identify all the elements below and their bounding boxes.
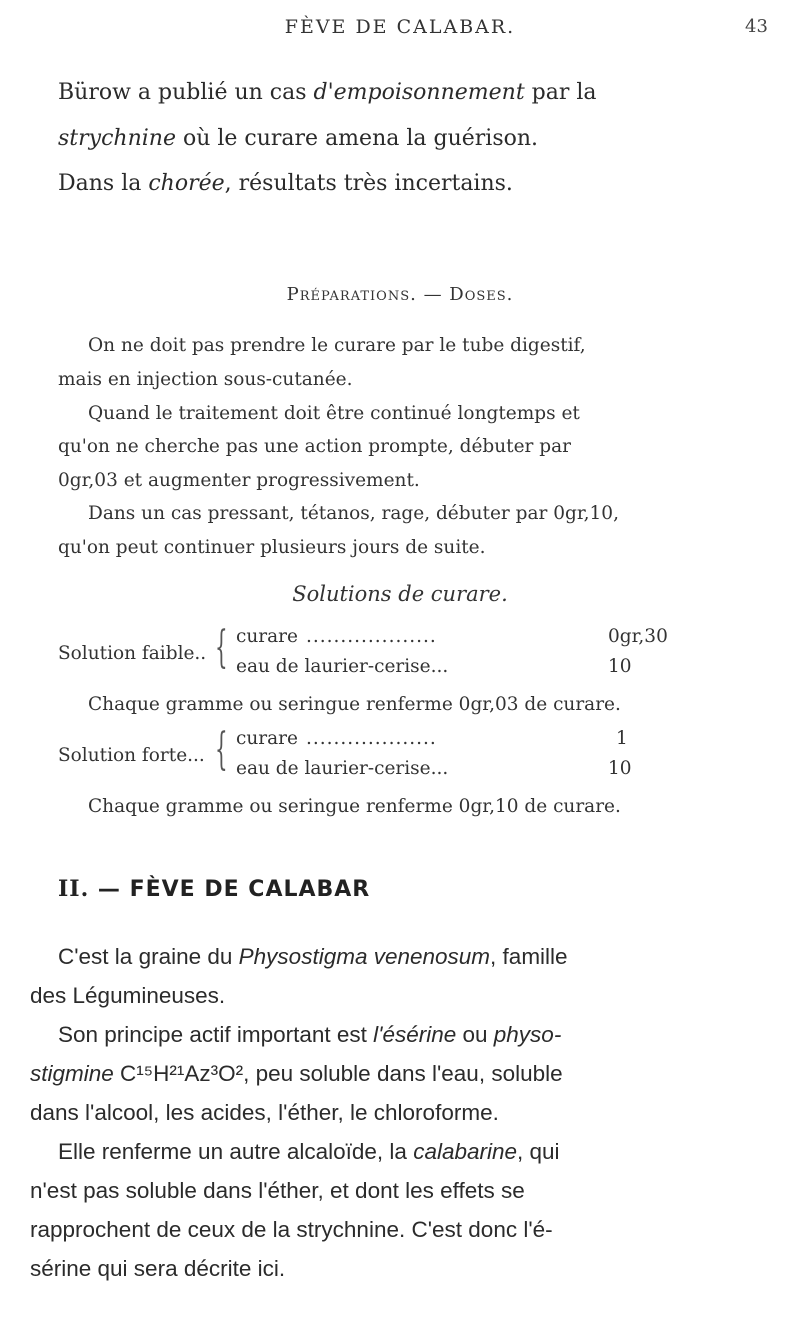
text-italic: d'empoisonnement	[313, 80, 525, 105]
s2-line-7: n'est pas soluble dans l'éther, et dont les effets se	[30, 1178, 525, 1203]
prep-line-1: On ne doit pas prendre le curare par le tube digestif,	[88, 335, 586, 356]
section-heading-preparations: Préparations. — Doses.	[286, 284, 514, 305]
intro-line-3	[58, 171, 513, 196]
chapter-heading	[58, 876, 370, 902]
s2-line-1	[58, 944, 568, 970]
s2-line-6	[58, 1139, 560, 1165]
strong-row-2-value: 10	[608, 758, 632, 779]
s2-line-9: sérine qui sera décrite ici.	[30, 1256, 286, 1281]
prep-line-7: qu'on peut continuer plusieurs jours de suite.	[58, 537, 486, 558]
text-italic: stigmine	[30, 1061, 114, 1086]
weak-solution-label: Solution faible..	[58, 643, 207, 664]
intro-line-2	[58, 126, 538, 151]
s2-line-4	[30, 1061, 563, 1087]
strong-row-2-name: eau de laurier-cerise...	[236, 758, 449, 779]
weak-row-2-name: eau de laurier-cerise...	[236, 656, 449, 677]
text-italic: calabarine	[413, 1139, 518, 1164]
text-italic: Physostigma venenosum	[238, 944, 491, 969]
weak-row-2-value: 10	[608, 656, 632, 677]
text-italic: strychnine	[58, 126, 176, 151]
weak-row-1-value: 0gr,30	[608, 626, 668, 647]
prep-line-6: Dans un cas pressant, tétanos, rage, débuter par 0gr,10,	[88, 503, 619, 524]
strong-solution-label: Solution forte...	[58, 745, 205, 766]
prep-line-4: qu'on ne cherche pas une action prompte, débuter par	[58, 436, 571, 457]
text-italic: chorée	[148, 171, 225, 196]
text: ou	[456, 1022, 494, 1047]
s2-line-8: rapprochent de ceux de la strychnine. C'est donc l'é-	[30, 1217, 553, 1242]
solutions-title: Solutions de curare.	[292, 582, 508, 606]
strong-note: Chaque gramme ou seringue renferme 0gr,10 de curare.	[88, 796, 621, 817]
prep-line-2: mais en injection sous-cutanée.	[58, 369, 353, 390]
weak-note: Chaque gramme ou seringue renferme 0gr,03 de curare.	[88, 694, 621, 715]
strong-row-1-value: 1	[616, 728, 628, 749]
prep-line-5: 0gr,03 et augmenter progressivement.	[58, 470, 420, 491]
text: C'est la graine du	[58, 944, 239, 969]
text: par la	[524, 80, 597, 105]
running-head: FÈVE DE CALABAR.	[284, 16, 516, 38]
s2-line-5: dans l'alcool, les acides, l'éther, le chloroforme.	[30, 1100, 499, 1125]
prep-line-3: Quand le traitement doit être continué longtemps et	[88, 403, 580, 424]
text: où le curare amena la guérison.	[175, 126, 539, 151]
chapter-dash: —	[89, 877, 130, 902]
brace-icon: {	[215, 622, 228, 673]
weak-row-1-name: curare	[236, 626, 298, 647]
page-number: 43	[745, 16, 768, 37]
leader-dots: ...................	[306, 728, 437, 749]
strong-row-1-name: curare	[236, 728, 298, 749]
chapter-number: II.	[58, 876, 90, 902]
text: , résultats très incertains.	[224, 171, 513, 196]
text: Elle renferme un autre alcaloïde, la	[58, 1139, 414, 1164]
text: , qui	[517, 1139, 560, 1164]
text: Dans la	[58, 171, 149, 196]
text: , famille	[490, 944, 568, 969]
text: C¹⁵H²¹Az³O², peu soluble dans l'eau, soluble	[113, 1061, 563, 1086]
leader-dots: ...................	[306, 626, 437, 647]
text: Son principe actif important est	[58, 1022, 374, 1047]
s2-line-2: des Légumineuses.	[30, 983, 226, 1008]
text: Bürow a publié un cas	[58, 80, 314, 105]
s2-line-3	[58, 1022, 561, 1048]
text-italic: physo-	[493, 1022, 562, 1047]
chapter-title: FÈVE DE CALABAR	[129, 877, 371, 902]
brace-icon: {	[215, 724, 228, 775]
text-italic: l'ésérine	[373, 1022, 457, 1047]
intro-line-1	[58, 80, 597, 105]
